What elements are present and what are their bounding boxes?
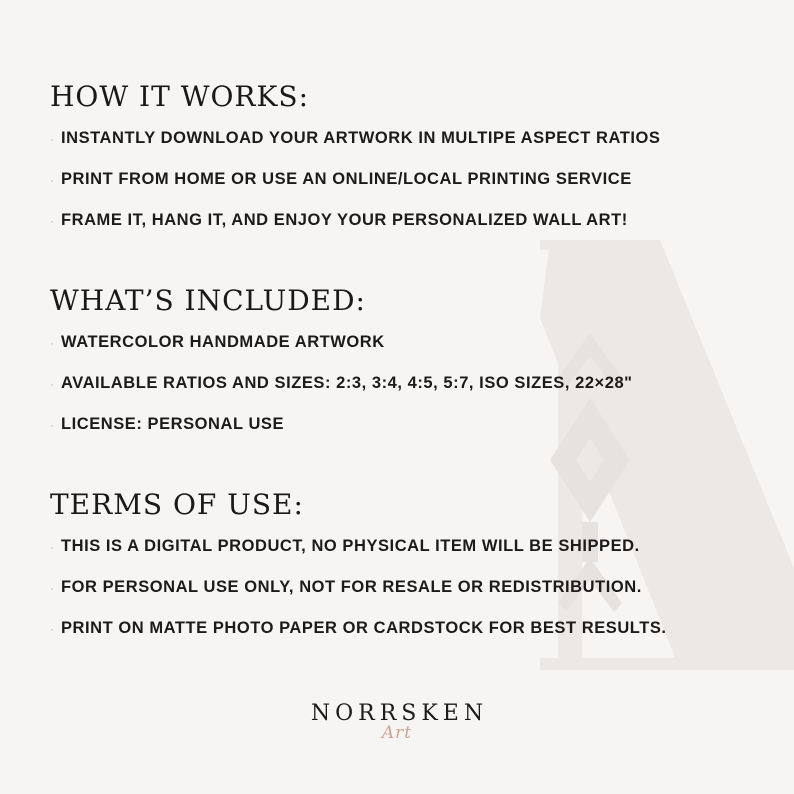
list-item-text: PRINT ON MATTE PHOTO PAPER OR CARDSTOCK FOR BEST RESULTS. xyxy=(61,619,667,637)
list-item-text: FOR PERSONAL USE ONLY, NOT FOR RESALE OR REDISTRIBUTION. xyxy=(61,578,642,596)
logo-script: Art xyxy=(381,723,413,743)
bullet-icon: · xyxy=(50,376,55,391)
list-item xyxy=(50,200,770,241)
list-item-text: INSTANTLY DOWNLOAD YOUR ARTWORK IN MULTIPE ASPECT RATIOS xyxy=(61,129,661,147)
list-item xyxy=(50,608,770,649)
list-item-text: THIS IS A DIGITAL PRODUCT, NO PHYSICAL ITEM WILL BE SHIPPED. xyxy=(61,537,640,555)
list-item-text: LICENSE: PERSONAL USE xyxy=(61,415,285,433)
bullet-icon: · xyxy=(50,131,55,146)
list-item xyxy=(50,159,770,200)
bullet-icon: · xyxy=(50,417,55,432)
terms-of-use-section xyxy=(50,488,770,649)
section-heading: WHAT’S INCLUDED: xyxy=(50,284,366,317)
section-heading: TERMS OF USE: xyxy=(50,488,304,521)
bullet-icon: · xyxy=(50,539,55,554)
whats-included-section xyxy=(50,284,770,445)
list-item xyxy=(50,567,770,608)
bullet-icon: · xyxy=(50,335,55,350)
list-item-text: WATERCOLOR HANDMADE ARTWORK xyxy=(61,333,385,351)
list-item xyxy=(50,363,770,404)
list-item-text: PRINT FROM HOME OR USE AN ONLINE/LOCAL PRINTING SERVICE xyxy=(61,170,632,188)
bullet-icon: · xyxy=(50,580,55,595)
brand-logo xyxy=(0,700,794,750)
bullet-icon: · xyxy=(50,172,55,187)
bullet-icon: · xyxy=(50,621,55,636)
logo-wordmark: NORRSKEN xyxy=(310,701,489,726)
bullet-icon: · xyxy=(50,213,55,228)
list-item-text: FRAME IT, HANG IT, AND ENJOY YOUR PERSONALIZED WALL ART! xyxy=(61,211,628,229)
list-item xyxy=(50,322,770,363)
list-item-text: AVAILABLE RATIOS AND SIZES: 2:3, 3:4, 4:5, 5:7, ISO SIZES, 22×28" xyxy=(61,374,633,392)
list-item xyxy=(50,404,770,445)
how-it-works-section xyxy=(50,80,770,241)
list-item xyxy=(50,118,770,159)
list-item xyxy=(50,526,770,567)
section-heading: HOW IT WORKS: xyxy=(50,80,310,113)
